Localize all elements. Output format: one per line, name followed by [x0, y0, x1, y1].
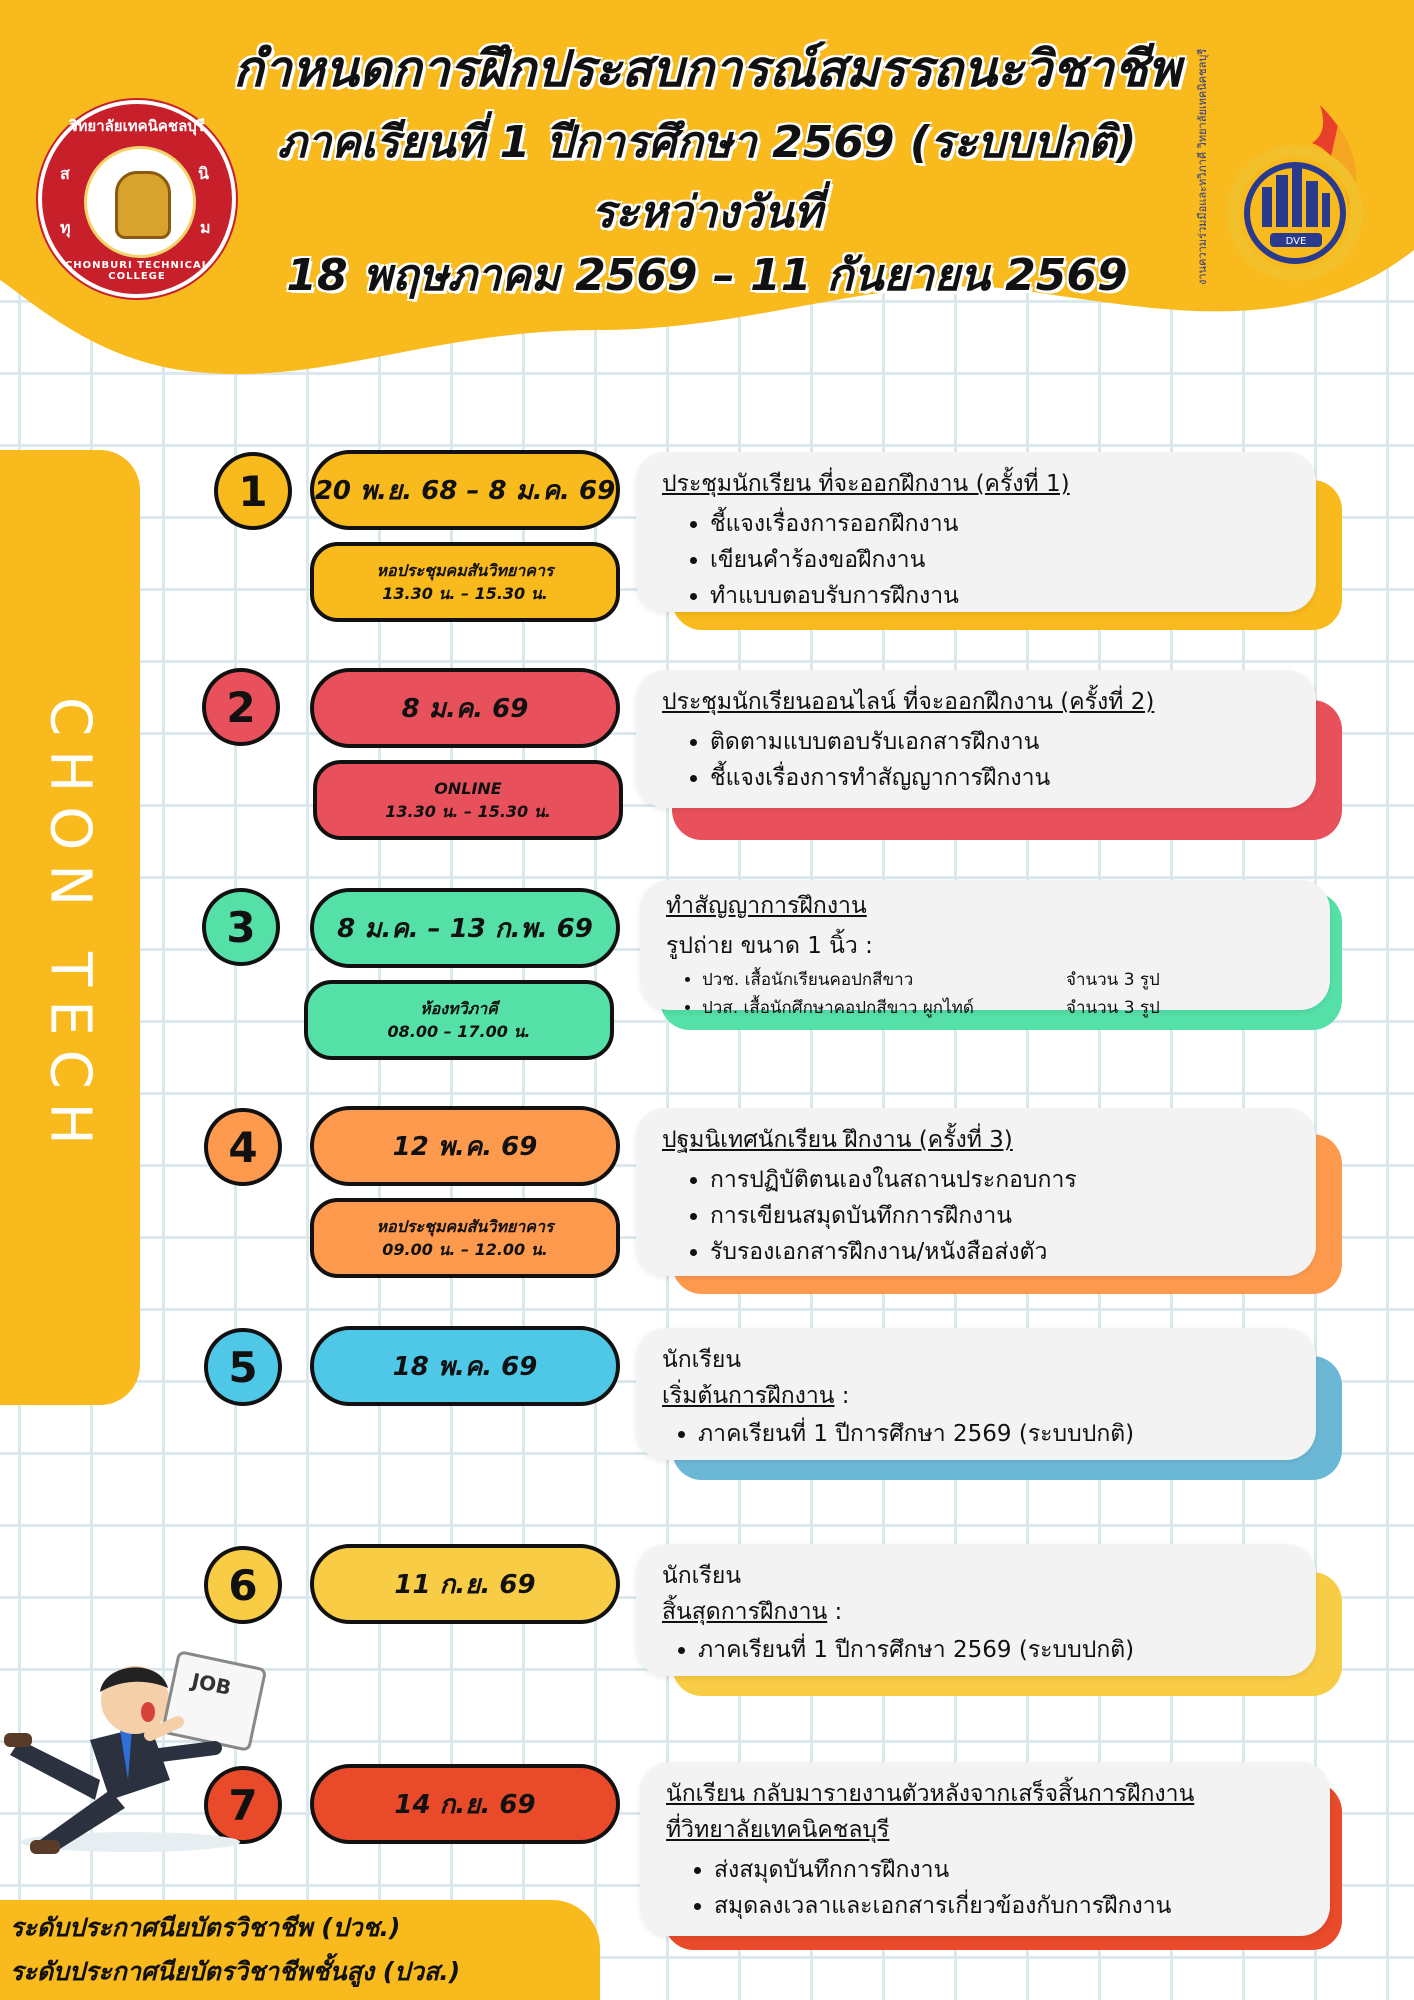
step-3-photo-list [666, 966, 1304, 1022]
job-seeker-illustration [0, 1630, 270, 1860]
title-line-4: 18 พฤษภาคม 2569 – 11 กันยายน 2569 [286, 250, 1128, 301]
footer-line-1: ระดับประกาศนียบัตรวิชาชีพ (ปวช.) [10, 1913, 401, 1942]
step-4-time: 09.00 น. – 12.00 น. [382, 1240, 548, 1259]
step-2-list [662, 724, 1290, 796]
step-5-heading-wrap [662, 1378, 1290, 1414]
step-1-date: 20 พ.ย. 68 – 8 ม.ค. 69 [310, 450, 620, 530]
college-logo-name-en: CHONBURI TECHNICAL COLLEGE [64, 260, 210, 282]
step-2-date: 8 ม.ค. 69 [310, 668, 620, 748]
step-6-heading: สิ้นสุดการฝึกงาน [662, 1599, 828, 1625]
step-4-card [636, 1108, 1316, 1276]
step-3-time: 08.00 – 17.00 น. [387, 1022, 531, 1041]
dve-logo [1196, 48, 1370, 285]
step-1-heading: ประชุมนักเรียน ที่จะออกฝึกงาน (ครั้งที่ 1) [662, 471, 1070, 497]
step-5-heading: เริ่มต้นการฝึกงาน [662, 1383, 835, 1409]
step-1-list [662, 506, 1290, 614]
list-item: • การเขียนสมุดบันทึกการฝึกงาน [710, 1198, 1290, 1234]
step-1-number: 1 [214, 452, 292, 530]
step-5-number: 5 [204, 1328, 282, 1406]
list-item: • ชี้แจงเรื่องการทำสัญญาการฝึกงาน [710, 760, 1290, 796]
running-worker-icon [0, 1630, 270, 1860]
step-3-subline: รูปถ่าย ขนาด 1 นิ้ว : [666, 933, 873, 959]
college-logo-name-th: วิทยาลัยเทคนิคชลบุรี [69, 117, 205, 135]
step-5-list [662, 1416, 1290, 1452]
step-3-heading: ทำสัญญาการฝึกงาน [666, 893, 867, 919]
dve-emblem-icon [1200, 95, 1370, 285]
step-7-number: 7 [204, 1766, 282, 1844]
logo-char: ม [200, 218, 211, 237]
title-line-1: กำหนดการฝึกประสบการณ์สมรรถนะวิชาชีพ [233, 40, 1181, 98]
title-line-2: ภาคเรียนที่ 1 ปีการศึกษา 2569 (ระบบปกติ) [277, 117, 1137, 168]
side-label: CHON TECH [37, 696, 103, 1159]
step-6-heading-suffix: : [827, 1599, 843, 1625]
step-4-heading: ปฐมนิเทศนักเรียน ฝึกงาน (ครั้งที่ 3) [662, 1127, 1013, 1153]
step-3-location [304, 980, 614, 1060]
photo-item-qty: จำนวน 3 รูป [1066, 998, 1160, 1018]
step-4-number: 4 [204, 1108, 282, 1186]
photo-item-qty: จำนวน 3 รูป [1066, 970, 1160, 990]
photo-item-who: ปวส. เสื้อนักศึกษาคอปกสีขาว ผูกไทด์ [702, 998, 974, 1018]
list-item [702, 966, 1304, 994]
logo-char: นิ [198, 164, 209, 183]
step-3-card [640, 880, 1330, 1018]
step-4-venue: หอประชุมคมสันวิทยาคาร [376, 1216, 554, 1236]
step-6-number: 6 [204, 1546, 282, 1624]
title-line-3: ระหว่างวันที่ [591, 187, 823, 238]
dve-logo-text: งานความร่วมมือและทวิภาคี วิทยาลัยเทคนิคชลบุรี [1196, 48, 1209, 285]
step-5-date: 18 พ.ค. 69 [310, 1326, 620, 1406]
list-item: • ภาคเรียนที่ 1 ปีการศึกษา 2569 (ระบบปกติ) [698, 1632, 1290, 1668]
logo-emblem-ring [84, 146, 196, 258]
dve-badge-text: DVE [1285, 236, 1307, 247]
step-4-list [662, 1162, 1290, 1270]
step-6-date: 11 ก.ย. 69 [310, 1544, 620, 1624]
logo-char: ส [60, 164, 70, 183]
list-item: • เขียนคำร้องขอฝึกงาน [710, 542, 1290, 578]
step-1-card [636, 452, 1316, 612]
step-3-venue: ห้องทวิภาคี [420, 998, 498, 1018]
step-6-list [662, 1632, 1290, 1668]
step-2-heading: ประชุมนักเรียนออนไลน์ ที่จะออกฝึกงาน (ครั้งที่ 2) [662, 689, 1155, 715]
step-4-location [310, 1198, 620, 1278]
emblem-icon [115, 171, 171, 239]
step-7-heading-line2: ที่วิทยาลัยเทคนิคชลบุรี [666, 1817, 890, 1843]
step-5-pre: นักเรียน [662, 1347, 742, 1373]
job-sign-text: JOB [189, 1668, 234, 1700]
college-logo [38, 100, 236, 298]
list-item: • ส่งสมุดบันทึกการฝึกงาน [714, 1852, 1304, 1888]
step-2-venue: ONLINE [434, 778, 502, 798]
photo-item-who: ปวช. เสื้อนักเรียนคอปกสีขาว [702, 970, 914, 990]
step-6-heading-wrap [662, 1594, 1290, 1630]
step-5-heading-suffix: : [834, 1383, 850, 1409]
logo-char: ทุ [60, 218, 71, 237]
list-item [702, 994, 1304, 1022]
step-6-card [636, 1544, 1316, 1676]
step-5-card [636, 1328, 1316, 1460]
step-1-location [310, 542, 620, 622]
list-item: • ทำแบบตอบรับการฝึกงาน [710, 578, 1290, 614]
list-item: • การปฏิบัติตนเองในสถานประกอบการ [710, 1162, 1290, 1198]
step-1-time: 13.30 น. – 15.30 น. [382, 584, 548, 603]
step-2-location [313, 760, 623, 840]
step-7-heading: นักเรียน กลับมารายงานตัวหลังจากเสร็จสิ้นการฝึกงาน [666, 1781, 1195, 1807]
step-7-list [666, 1852, 1304, 1924]
step-2-number: 2 [202, 668, 280, 746]
footer-line-2: ระดับประกาศนียบัตรวิชาชีพชั้นสูง (ปวส.) [10, 1957, 461, 1986]
step-6-pre: นักเรียน [662, 1563, 742, 1589]
step-3-number: 3 [202, 888, 280, 966]
list-item: • รับรองเอกสารฝึกงาน/หนังสือส่งตัว [710, 1234, 1290, 1270]
list-item: • ชี้แจงเรื่องการออกฝึกงาน [710, 506, 1290, 542]
step-2-time: 13.30 น. – 15.30 น. [385, 802, 551, 821]
step-7-date: 14 ก.ย. 69 [310, 1764, 620, 1844]
list-item: • ภาคเรียนที่ 1 ปีการศึกษา 2569 (ระบบปกติ) [698, 1416, 1290, 1452]
step-2-card [636, 670, 1316, 808]
step-3-date: 8 ม.ค. – 13 ก.พ. 69 [310, 888, 620, 968]
step-1-venue: หอประชุมคมสันวิทยาคาร [376, 560, 554, 580]
step-4-date: 12 พ.ค. 69 [310, 1106, 620, 1186]
list-item: • สมุดลงเวลาและเอกสารเกี่ยวข้องกับการฝึกงาน [714, 1888, 1304, 1924]
step-7-card [640, 1762, 1330, 1936]
side-label-wrap [0, 450, 140, 1405]
list-item: • ติดตามแบบตอบรับเอกสารฝึกงาน [710, 724, 1290, 760]
